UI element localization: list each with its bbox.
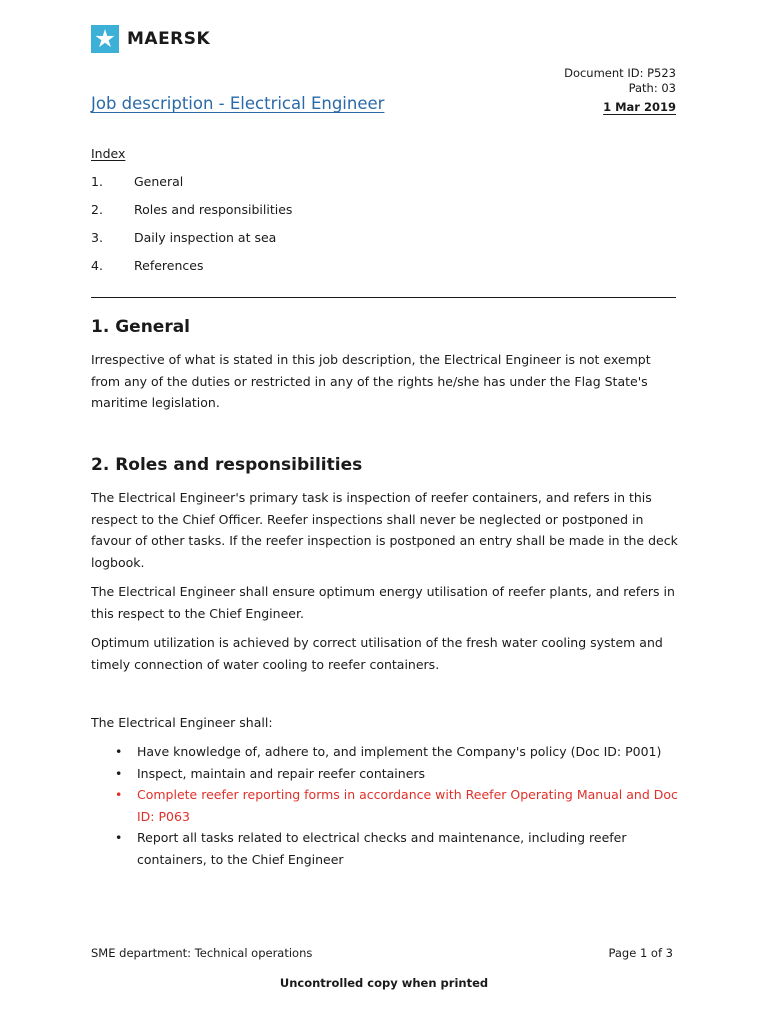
roles-paragraph-2: The Electrical Engineer shall ensure optimum energy utilisation of reefer plants, and refers in this respect to the Chief Engineer.: [91, 584, 675, 621]
document-id: Document ID: P523: [564, 66, 676, 80]
section-heading-general: 1. General: [91, 317, 191, 337]
section-heading-roles: 2. Roles and responsibilities: [91, 455, 363, 475]
general-paragraph: Irrespective of what is stated in this job description, the Electrical Engineer is not exempt from any of the duties or restricted in any of the rights he/she has under the Flag State's maritime legislation.: [91, 352, 651, 410]
maersk-star-icon: [91, 25, 119, 53]
list-item: • Have knowledge of, adhere to, and implement the Company's policy (Doc ID: P001): [91, 741, 681, 763]
document-title: Job description - Electrical Engineer: [91, 94, 385, 113]
roles-paragraph-3: Optimum utilization is achieved by correct utilisation of the fresh water cooling system and timely connection of water cooling to reefer containers.: [91, 635, 663, 672]
roles-intro: The Electrical Engineer shall:: [91, 715, 273, 730]
index-heading: Index: [91, 146, 126, 161]
index-item: 3. Daily inspection at sea: [91, 230, 277, 245]
section-divider: [91, 297, 676, 298]
bullet-icon: •: [115, 744, 123, 759]
bullet-icon: •: [115, 765, 123, 781]
list-item: • Inspect, maintain and repair reefer containers: [91, 763, 681, 785]
footer-notice: Uncontrolled copy when printed: [279, 976, 489, 990]
bullet-icon: •: [115, 830, 123, 845]
document-date: 1 Mar 2019: [603, 100, 676, 114]
roles-paragraph-1: The Electrical Engineer's primary task is inspection of reefer containers, and refers in this respect to the Chief Officer. Reefer inspections shall never be neglected or postponed in favour of other tasks. If the reefer inspection is postponed an entry shall be made in the deck logbook.: [91, 490, 678, 570]
footer-department: SME department: Technical operations: [91, 946, 313, 960]
bullet-icon: •: [115, 787, 123, 802]
footer-page-number: Page 1 of 3: [608, 946, 673, 960]
index-item: 1. General: [91, 174, 184, 189]
document-meta: [564, 66, 676, 96]
maersk-logo: [91, 25, 210, 53]
index-item: 2. Roles and responsibilities: [91, 202, 293, 217]
list-item: • Report all tasks related to electrical checks and maintenance, including reefer containers, to the Chief Engineer: [91, 827, 681, 870]
index-item: 4. References: [91, 258, 204, 273]
list-item-highlighted: • Complete reefer reporting forms in accordance with Reefer Operating Manual and Doc ID: P063: [91, 784, 681, 827]
duties-list: [91, 741, 681, 870]
document-path: Path: 03: [628, 81, 676, 95]
index-list: [91, 174, 292, 286]
brand-name: MAERSK: [127, 29, 211, 49]
